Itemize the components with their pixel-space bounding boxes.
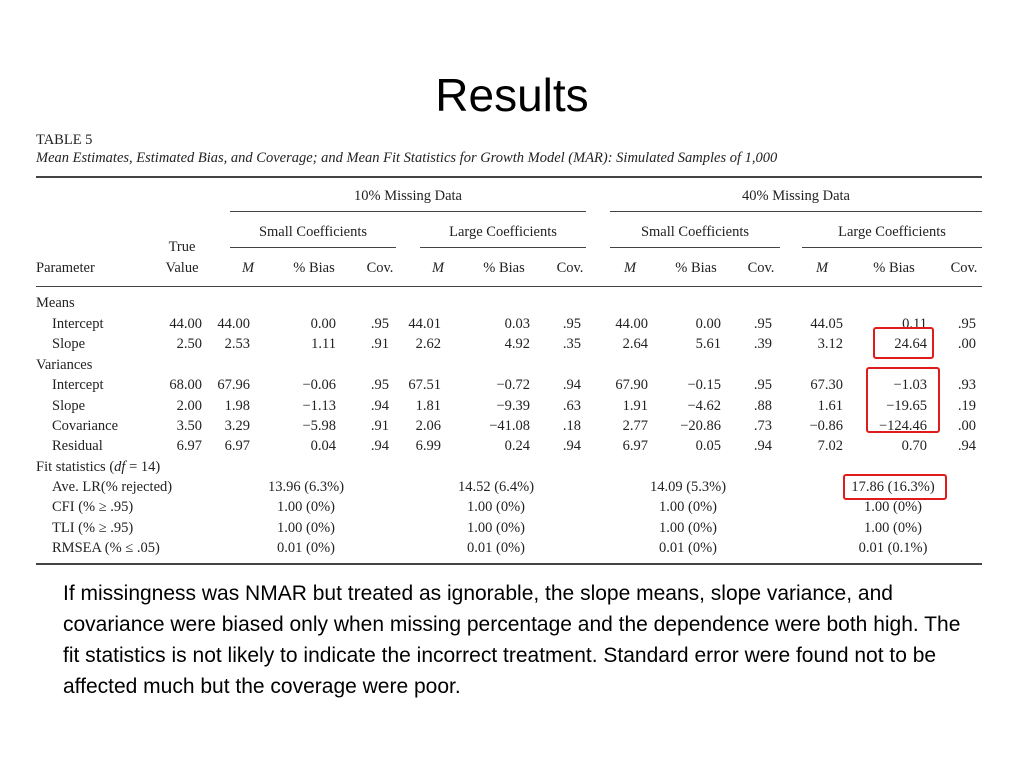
row-label: Covariance xyxy=(52,418,119,434)
table-cell: −124.46 xyxy=(878,418,927,434)
table-label: TABLE 5 xyxy=(36,132,93,148)
fit-cell: 0.01 (0%) xyxy=(467,540,525,556)
col-header-true: True xyxy=(168,239,196,255)
table-cell: 44.05 xyxy=(810,316,843,332)
highlight-lr-rejected xyxy=(843,474,947,500)
fit-cell: 1.00 (0%) xyxy=(467,499,525,515)
table-cell: −19.65 xyxy=(886,398,927,414)
table-cell: .73 xyxy=(753,418,772,434)
col-header-bias: % Bias xyxy=(483,260,525,276)
table-cell: 4.92 xyxy=(504,336,530,352)
col-header-cov: Cov. xyxy=(950,260,978,276)
row-label: Slope xyxy=(52,398,86,414)
table-cell: .35 xyxy=(562,336,581,352)
table-cell: 3.29 xyxy=(224,418,250,434)
subheader-rule xyxy=(802,247,982,248)
true-value-cell: 2.00 xyxy=(176,398,202,414)
col-header-m: M xyxy=(623,260,637,276)
table-cell: 0.00 xyxy=(310,316,336,332)
table-cell: 5.61 xyxy=(695,336,721,352)
fit-cell: 17.86 (16.3%) xyxy=(851,479,935,495)
group-header-40: 40% Missing Data xyxy=(742,188,850,204)
table-cell: −0.86 xyxy=(809,418,843,434)
fit-cell: 14.52 (6.4%) xyxy=(457,479,535,495)
table-cell: .94 xyxy=(562,377,581,393)
row-label: Intercept xyxy=(52,316,104,332)
col-header-bias: % Bias xyxy=(675,260,717,276)
col-header-m: M xyxy=(431,260,445,276)
table-cell: 1.91 xyxy=(622,398,648,414)
subheader-rule xyxy=(610,247,780,248)
table-cell: .94 xyxy=(562,438,581,454)
table-cell: .88 xyxy=(753,398,772,414)
table-cell: 0.05 xyxy=(695,438,721,454)
table-cell: .95 xyxy=(753,377,772,393)
table-cell: −1.13 xyxy=(302,398,336,414)
fit-cell: 1.00 (0%) xyxy=(467,520,525,536)
table-cell: 7.02 xyxy=(817,438,843,454)
fit-row-label: RMSEA (% ≤ .05) xyxy=(52,540,160,556)
true-value-cell: 2.50 xyxy=(176,336,202,352)
table-cell: 2.64 xyxy=(622,336,648,352)
fit-cell: 14.09 (5.3%) xyxy=(649,479,727,495)
section-means: Means xyxy=(36,295,75,311)
group-header-10: 10% Missing Data xyxy=(354,188,462,204)
table-cell: .95 xyxy=(957,316,976,332)
col-header-m: M xyxy=(241,260,255,276)
fit-cell: 1.00 (0%) xyxy=(659,520,717,536)
subheader-large-10: Large Coefficients xyxy=(449,224,557,240)
row-label: Residual xyxy=(52,438,103,454)
table-cell: .95 xyxy=(370,316,389,332)
table-cell: −41.08 xyxy=(489,418,530,434)
highlight-variance-bias xyxy=(866,367,940,433)
table-cell: 6.97 xyxy=(622,438,648,454)
fit-cell: 1.00 (0%) xyxy=(659,499,717,515)
table-cell: 6.97 xyxy=(224,438,250,454)
fit-row-label: Ave. LR(% rejected) xyxy=(52,479,173,495)
true-value-cell: 6.97 xyxy=(176,438,202,454)
table-cell: −20.86 xyxy=(680,418,721,434)
subheader-rule xyxy=(230,247,396,248)
table-cell: 24.64 xyxy=(894,336,927,352)
slide-body-text: If missingness was NMAR but treated as ignorable, the slope means, slope variance, and covariance were biased only when missing percentage and the dependence were both high. The fit statistics is not likely to indicate the incorrect treatment. Standard error were found not to be affected much but the coverage were poor. xyxy=(63,582,961,698)
table-cell: −0.06 xyxy=(302,377,336,393)
table-cell: .00 xyxy=(957,418,976,434)
table-cell: 44.00 xyxy=(217,316,250,332)
table-cell: −4.62 xyxy=(687,398,721,414)
fit-cell: 1.00 (0%) xyxy=(864,520,922,536)
subheader-small-40: Small Coefficients xyxy=(640,224,750,240)
fit-cell: 0.01 (0%) xyxy=(277,540,335,556)
section-fit-statistics: Fit statistics (df = 14) xyxy=(36,459,161,475)
table-cell: .95 xyxy=(753,316,772,332)
true-value-cell: 3.50 xyxy=(176,418,202,434)
table-cell: 67.51 xyxy=(408,377,441,393)
col-header-m: M xyxy=(815,260,829,276)
fit-cell: 1.00 (0%) xyxy=(277,499,335,515)
table-cell: 6.99 xyxy=(415,438,441,454)
fit-cell: 0.01 (0.1%) xyxy=(858,540,928,556)
fit-row-label: TLI (% ≥ .95) xyxy=(52,520,134,536)
group-rule-10 xyxy=(230,211,586,212)
table-cell: .63 xyxy=(562,398,581,414)
table-cell: .94 xyxy=(370,438,389,454)
subheader-small-10: Small Coefficients xyxy=(258,224,368,240)
slide-title: Results xyxy=(435,69,589,121)
fit-cell: 1.00 (0%) xyxy=(864,499,922,515)
table-cell: .19 xyxy=(957,398,976,414)
table-cell: 67.96 xyxy=(217,377,250,393)
subheader-rule xyxy=(420,247,586,248)
col-header-cov: Cov. xyxy=(366,260,394,276)
table-cell: −0.72 xyxy=(496,377,530,393)
table-cell: 2.77 xyxy=(622,418,648,434)
table-cell: 0.00 xyxy=(695,316,721,332)
table-cell: .93 xyxy=(957,377,976,393)
table-cell: 1.61 xyxy=(817,398,843,414)
table-cell: 3.12 xyxy=(817,336,843,352)
table-cell: 0.24 xyxy=(504,438,530,454)
table-cell: 0.03 xyxy=(504,316,530,332)
table-cell: 1.11 xyxy=(311,336,336,352)
table-cell: −9.39 xyxy=(496,398,530,414)
table-cell: .94 xyxy=(957,438,976,454)
table-cell: 0.70 xyxy=(901,438,927,454)
group-rule-40 xyxy=(610,211,982,212)
true-value-cell: 44.00 xyxy=(169,316,202,332)
col-header-bias: % Bias xyxy=(873,260,915,276)
table-cell: 2.62 xyxy=(415,336,441,352)
table-cell: 67.90 xyxy=(615,377,648,393)
table-cell: .94 xyxy=(753,438,772,454)
fit-row-label: CFI (% ≥ .95) xyxy=(52,499,134,515)
table-cell: .39 xyxy=(753,336,772,352)
fit-cell: 1.00 (0%) xyxy=(277,520,335,536)
table-cell: 44.00 xyxy=(615,316,648,332)
table-cell: −5.98 xyxy=(302,418,336,434)
table-cell: .95 xyxy=(562,316,581,332)
table-cell: 44.01 xyxy=(408,316,441,332)
table-cell: .95 xyxy=(370,377,389,393)
table-cell: .91 xyxy=(370,418,389,434)
col-header-cov: Cov. xyxy=(747,260,775,276)
fit-cell: 13.96 (6.3%) xyxy=(267,479,345,495)
table-cell: .94 xyxy=(370,398,389,414)
col-header-value: Value xyxy=(165,260,199,276)
table-cell: −1.03 xyxy=(893,377,927,393)
table-cell: .18 xyxy=(562,418,581,434)
true-value-cell: 68.00 xyxy=(169,377,202,393)
subheader-large-40: Large Coefficients xyxy=(838,224,946,240)
highlight-slope-bias xyxy=(873,327,934,359)
col-header-parameter: Parameter xyxy=(36,260,95,276)
table-cell: 67.30 xyxy=(810,377,843,393)
table-subtitle: Mean Estimates, Estimated Bias, and Coverage; and Mean Fit Statistics for Growth Model (MAR): Simulated Samples of 1,000 xyxy=(36,150,778,166)
row-label: Slope xyxy=(52,336,86,352)
table-cell: .91 xyxy=(370,336,389,352)
row-label: Intercept xyxy=(52,377,104,393)
table-cell: 0.04 xyxy=(310,438,336,454)
table-cell: 0.11 xyxy=(902,316,927,332)
table-cell: −0.15 xyxy=(687,377,721,393)
section-variances: Variances xyxy=(36,357,93,373)
table-cell: 2.06 xyxy=(415,418,441,434)
table-cell: 1.98 xyxy=(224,398,250,414)
table-cell: .00 xyxy=(957,336,976,352)
col-header-bias: % Bias xyxy=(293,260,335,276)
col-header-cov: Cov. xyxy=(556,260,584,276)
table-cell: 2.53 xyxy=(224,336,250,352)
fit-cell: 0.01 (0%) xyxy=(659,540,717,556)
table-cell: 1.81 xyxy=(415,398,441,414)
